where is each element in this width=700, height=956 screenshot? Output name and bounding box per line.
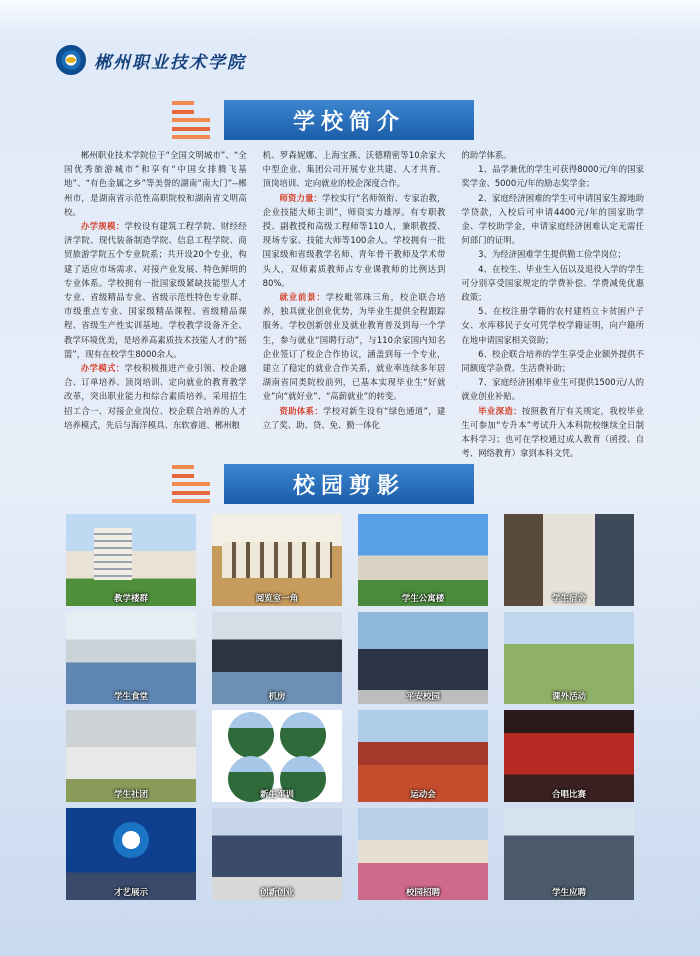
paragraph: 3、为经济困难学生提供勤工俭学岗位； bbox=[478, 249, 626, 260]
photo-activities bbox=[504, 612, 634, 704]
photo-choir bbox=[504, 710, 634, 802]
paragraph: 1、品学兼优的学生可获得8000元/年的国家奖学金、5000元/年的励志奖学金； bbox=[461, 164, 645, 189]
photo-caption: 阅览室一角 bbox=[255, 594, 299, 604]
text-column-1 bbox=[64, 148, 247, 478]
photo-inset bbox=[280, 712, 326, 758]
paragraph-heading: 毕业深造： bbox=[478, 405, 522, 416]
photo-computer-room bbox=[212, 612, 342, 704]
photo-clubs bbox=[66, 710, 196, 802]
photo-caption: 合唱比赛 bbox=[551, 790, 586, 800]
paragraph: 6、校企联合培养的学生享受企业额外提供不同额度学杂费、生活费补助； bbox=[461, 348, 645, 374]
school-name: 郴州职业技术学院 bbox=[94, 52, 246, 73]
paragraph-body: 学校设有建筑工程学院、财经经济学院、现代装备制造学院、信息工程学院、商贸旅游学院五个专业院系；共开设20个专业，构建了适应市场需求、对接产业发展、特色鲜明的专业体系。学校拥有一批国家级紧缺技能型人才专业、省级精品专业、省级示范性特色专业群、市级重点专业、国家级精品课程、省级精品课程、省级生产性实训基地。学校教学设备齐全、教学环境优美，是培养高素质技术技能人才的“摇篮”，现有在校学生8000余人。 bbox=[64, 221, 247, 359]
stripes-icon bbox=[172, 101, 210, 139]
photo-caption: 运动会 bbox=[410, 790, 436, 800]
photo-caption: 平安校园 bbox=[405, 692, 440, 702]
paragraph bbox=[64, 219, 247, 361]
paragraph: 2、家庭经济困难的学生可申请国家生源地助学贷款，入校后可申请4400元/年的国家助学金、学校助学金，申请家庭经济困难认定无需任何部门的证明。 bbox=[461, 192, 645, 246]
paragraph bbox=[263, 191, 446, 290]
paragraph-body: 学校积极推进产业引领、校企融合、订单培养、顶岗培训、定向就业的教育教学改革，突出职业能力和综合素质培养。采用招生招工合一、对接企业岗位、校企联合培养的人才培养模式，先后与海洋模具、东软睿道、郴州粮 bbox=[64, 363, 247, 430]
photo-caption: 校园招聘 bbox=[405, 888, 440, 898]
photo-job-interview bbox=[504, 808, 634, 900]
photo-caption: 才艺展示 bbox=[113, 888, 148, 898]
section-title-gallery: 校园剪影 bbox=[224, 464, 474, 504]
school-logo-icon bbox=[56, 45, 86, 75]
photo-safe-campus bbox=[358, 612, 488, 704]
photo-talent-show bbox=[66, 808, 196, 900]
paragraph-heading: 就业前景： bbox=[279, 292, 326, 303]
paragraph: 机、罗森妮娜、上海宝燕、沃德精密等10余家大中型企业、集团公司开展专业共建、人才共育、顶岗培训、定向就业的校企深度合作。 bbox=[262, 150, 446, 189]
photo-caption: 学生食堂 bbox=[113, 692, 148, 702]
paragraph-body: 学校毗邻珠三角，校企联合培养，独具就业创业优势，为毕业生提供全程跟踪服务。学校创新创业及就业教育普及到每一个学生，参与就业“国聘行动”，与110余家国内知名企业签订了校企合作协议，涵盖到每一个专业，建立了稳定的就业合作关系，就业率连续多年居湖南省同类院校前列，已基本实现毕业生“好就业”向“就好业”、“高薪就业”的转变。 bbox=[262, 292, 446, 402]
section-header-intro bbox=[172, 98, 474, 142]
photo-inset bbox=[228, 712, 274, 758]
paragraph-heading: 师资力量： bbox=[279, 192, 322, 203]
paragraph-body: 学校对新生设有“绿色通道”，建立了奖、助、贷、免、勤一体化 bbox=[262, 405, 446, 430]
paragraph: 的助学体系。 bbox=[461, 150, 512, 160]
photo-caption: 学生社团 bbox=[113, 790, 148, 800]
photo-canteen bbox=[66, 612, 196, 704]
paragraph: 郴州职业技术学院位于“全国文明城市”、“全国优秀旅游城市”和享有“中国女排腾飞基地”、“有色金属之乡”等美誉的湖南“南大门”--郴州市，是湖南省示范性高职院校和湖南省文明高校。 bbox=[64, 150, 247, 217]
page-background bbox=[0, 0, 700, 40]
photo-gallery bbox=[66, 514, 634, 898]
paragraph: 5、在校注册学籍的农村建档立卡贫困户子女、水库移民子女可凭学校学籍证明，向户籍所在地申请国家相关资助； bbox=[461, 306, 645, 345]
paragraph-body: 按照教育厅有关规定，我校毕业生可参加“专升本”考试升入本科院校继续全日制本科学习；也可在学校通过成人教育（函授、自考、网络教育）拿到本科文凭。 bbox=[461, 405, 645, 459]
photo-caption: 学生应聘 bbox=[551, 888, 586, 898]
photo-caption: 学生公寓楼 bbox=[401, 594, 445, 604]
photo-campus-recruitment bbox=[358, 808, 488, 900]
text-column-2 bbox=[263, 148, 446, 478]
photo-teaching-buildings bbox=[66, 514, 196, 606]
photo-caption: 教学楼群 bbox=[113, 594, 148, 604]
paragraph: 4、在校生、毕业生入伍以及退役入学的学生可分别享受国家规定的学费补偿、学费减免优惠政策； bbox=[461, 263, 645, 303]
photo-dorm-room bbox=[504, 514, 634, 606]
photo-military-training bbox=[212, 710, 342, 802]
paragraph-heading: 办学模式： bbox=[80, 363, 125, 374]
paragraph-heading: 办学规模： bbox=[80, 221, 125, 232]
photo-dormitory-building bbox=[358, 514, 488, 606]
photo-entrepreneurship bbox=[212, 808, 342, 900]
paragraph: 7、家庭经济困难毕业生可提供1500元/人的就业创业补贴。 bbox=[461, 377, 645, 402]
photo-caption: 创新创业 bbox=[259, 888, 294, 898]
section-title-intro: 学校简介 bbox=[224, 100, 474, 140]
text-column-3 bbox=[461, 148, 644, 478]
photo-sports-meet bbox=[358, 710, 488, 802]
page-header bbox=[56, 44, 246, 76]
photo-caption: 课外活动 bbox=[551, 692, 586, 702]
photo-caption: 新生军训 bbox=[259, 790, 294, 800]
paragraph bbox=[461, 404, 644, 461]
paragraph bbox=[263, 290, 446, 404]
intro-text bbox=[64, 148, 644, 478]
paragraph bbox=[263, 404, 446, 432]
paragraph-heading: 资助体系： bbox=[279, 405, 324, 416]
photo-caption: 学生宿舍 bbox=[551, 594, 586, 604]
photo-caption: 机房 bbox=[268, 692, 286, 702]
paragraph bbox=[64, 361, 247, 432]
stripes-icon bbox=[172, 465, 210, 503]
photo-reading-room bbox=[212, 514, 342, 606]
paragraph-body: 学校实行“名师领衔、专家治教，企业技能大师主训”，师资实力雄厚。有专职教授、副教授和高级工程师等110人，兼职教授、现场专家、技能大师等100余人。学校拥有一批国家级和省级教学名师、青年骨干教师及学术带头人，双师素质教师占专业课教师的比例达到80%。 bbox=[262, 192, 446, 288]
section-header-gallery bbox=[172, 462, 474, 506]
